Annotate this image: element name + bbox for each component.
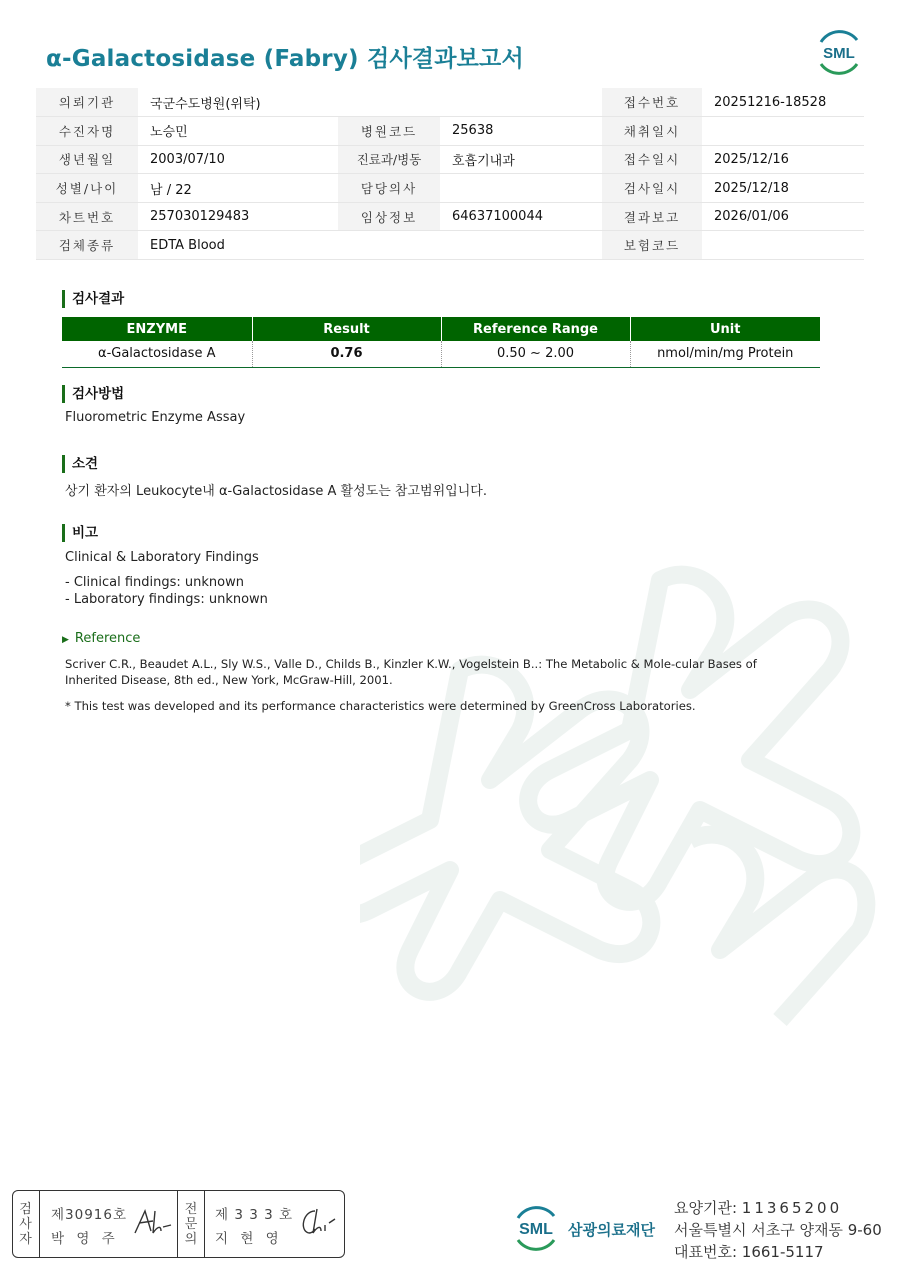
info-row [36,174,864,203]
remark-laboratory-line: - Laboratory findings: unknown [65,592,268,607]
specialist-label-char: 의 [184,1231,198,1247]
remark-clinical-line: - Clinical findings: unknown [65,575,244,590]
col-header-unit: Unit [630,317,820,341]
info-label: 접수번호 [602,88,702,117]
info-label: 접수일시 [602,145,702,174]
reference-title: Reference [74,631,141,646]
info-label: 진료과/병동 [338,145,440,174]
triangle-bullet-icon: ▶ [62,635,69,645]
specialist-name: 지 현 영 [215,1231,283,1247]
info-label: 결과보고 [602,202,702,231]
info-value: 2025/12/18 [702,174,864,203]
info-value: 25638 [440,117,602,146]
organization-address: 서울특별시 서초구 양재동 9-60 [674,1221,882,1239]
info-label: 검체종류 [36,231,138,260]
info-empty [338,88,440,117]
specialist-signature [295,1205,339,1239]
sml-logo-icon [813,28,865,76]
specialist-label-char: 전 [184,1201,198,1217]
info-value: 국군수도병원(위탁) [138,88,338,117]
result-value: 0.76 [252,341,441,367]
col-header-reference-range: Reference Range [441,317,630,341]
patient-info-table [36,88,864,260]
remark-heading: Clinical & Laboratory Findings [65,550,259,565]
info-row [36,145,864,174]
info-label: 채취일시 [602,117,702,146]
info-value [702,231,864,260]
info-label: 생년월일 [36,145,138,174]
info-value [440,174,602,203]
organization-info [674,1197,882,1263]
section-title-method: 검사방법 [62,385,124,403]
report-title: α-Galactosidase (Fabry) 검사결과보고서 [46,46,524,72]
info-value: 20251216-18528 [702,88,864,117]
examiner-signature [131,1205,175,1239]
info-value: 노승민 [138,117,338,146]
section-title-results: 검사결과 [62,290,124,308]
info-label: 수진자명 [36,117,138,146]
info-value: 호흡기내과 [440,145,602,174]
info-value: 2003/07/10 [138,145,338,174]
reference-heading [62,631,140,646]
phone-line [674,1241,882,1263]
organization-name: 삼광의료재단 [568,1221,655,1239]
info-value: 2025/12/16 [702,145,864,174]
specialist-license-no: 제 3 3 3 호 [215,1207,294,1223]
unit-value: nmol/min/mg Protein [630,341,820,367]
examiner-label-char: 검 [19,1201,32,1217]
results-table [62,317,820,368]
institution-code: 11365200 [741,1199,843,1217]
info-empty [440,88,602,117]
finding-text: 상기 환자의 Leukocyte내 α-Galactosidase A 활성도는 참고범위입니다. [65,484,487,499]
info-value: 64637100044 [440,202,602,231]
info-value [702,117,864,146]
reference-range-value: 0.50 ~ 2.00 [441,341,630,367]
specialist-label [177,1191,205,1257]
institution-code-line [674,1197,882,1219]
col-header-enzyme: ENZYME [62,317,252,341]
info-label: 담당의사 [338,174,440,203]
section-title-remark: 비고 [62,524,98,542]
info-label: 성별/나이 [36,174,138,203]
examiner-label-char: 자 [19,1231,32,1247]
info-value: EDTA Blood [138,231,338,260]
info-value: 2026/01/06 [702,202,864,231]
info-row [36,231,864,260]
method-text: Fluorometric Enzyme Assay [65,410,246,425]
examiner-name: 박 영 주 [51,1231,119,1247]
signature-box [12,1190,345,1258]
info-label: 검사일시 [602,174,702,203]
sml-footer-logo-text: SML [519,1221,553,1238]
info-row [36,88,864,117]
info-empty [338,231,440,260]
info-label: 의뢰기관 [36,88,138,117]
sml-footer-logo-icon [510,1200,562,1256]
section-title-finding: 소견 [62,455,98,473]
info-label: 보험코드 [602,231,702,260]
info-label: 차트번호 [36,202,138,231]
examiner-license-no: 제30916호 [51,1207,128,1223]
enzyme-name: α-Galactosidase A [62,341,252,367]
phone-number: 1661-5117 [741,1243,824,1261]
disclaimer-note: * This test was developed and its performance characteristics were determined by GreenCross Laboratories. [65,699,696,713]
info-value: 257030129483 [138,202,338,231]
reference-citation: Scriver C.R., Beaudet A.L., Sly W.S., Valle D., Childs B., Kinzler K.W., Vogelstein B..: The Metabolic & Mole-cular Bases of Inherited Disease, 8th ed., New York, McGraw-Hill, 2001. [65,657,757,687]
results-header-row [62,317,820,341]
info-row [36,117,864,146]
specialist-label-char: 문 [184,1216,198,1232]
info-empty [440,231,602,260]
watermark-cross-graphic [360,540,880,1040]
sml-logo-text: SML [823,45,855,62]
examiner-label [12,1191,40,1257]
info-row [36,202,864,231]
examiner-label-char: 사 [19,1216,32,1232]
phone-label: 대표번호: [674,1243,738,1261]
results-row [62,341,820,367]
info-label: 병원코드 [338,117,440,146]
info-value: 남 / 22 [138,174,338,203]
info-label: 임상정보 [338,202,440,231]
institution-code-label: 요양기관: [674,1199,738,1217]
col-header-result: Result [252,317,441,341]
